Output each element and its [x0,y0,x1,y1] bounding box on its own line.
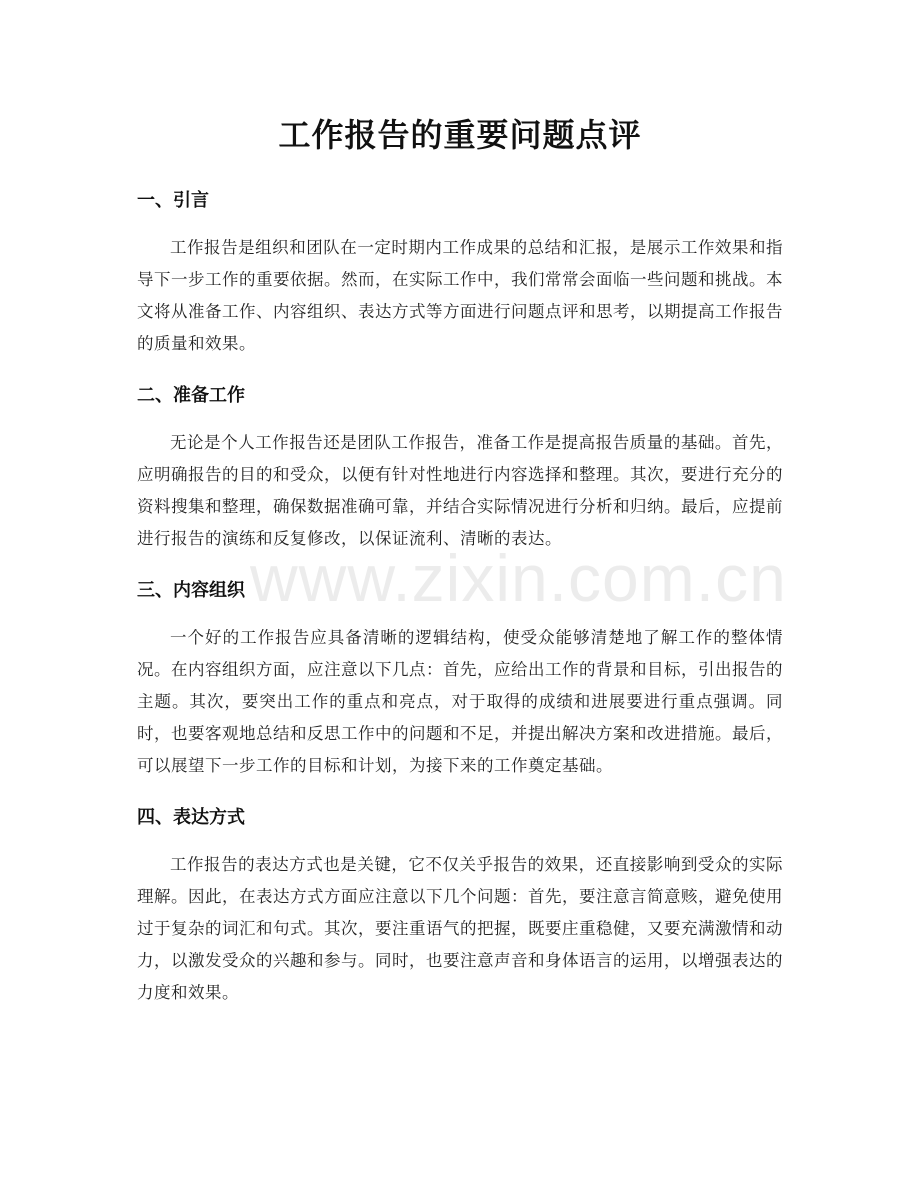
section-heading-expression: 四、表达方式 [137,807,245,828]
section-paragraph-expression: 工作报告的表达方式也是关键，它不仅关乎报告的效果，还直接影响到受众的实际理解。因此，在表达方式方面应注意以下几个问题：首先，要注意言简意赅，避免使用过于复杂的词汇和句式。其次，要注重语气的把握，既要庄重稳健，又要充满激情和动力，以激发受众的兴趣和参与。同时，也要注意声音和身体语言的运用，以增强表达的力度和效果。 [137,855,783,1002]
watermark: www.zixin.com.cn [250,541,787,615]
section-paragraph-preparation: 无论是个人工作报告还是团队工作报告，准备工作是提高报告质量的基础。首先，应明确报告的目的和受众，以便有针对性地进行内容选择和整理。其次，要进行充分的资料搜集和整理，确保数据准确可靠，并结合实际情况进行分析和归纳。最后，应提前进行报告的演练和反复修改，以保证流利、清晰的表达。 [137,433,783,548]
section-heading-preparation: 二、准备工作 [137,385,245,406]
section-heading-intro: 一、引言 [137,190,209,211]
section-paragraph-intro: 工作报告是组织和团队在一定时期内工作成果的总结和汇报，是展示工作效果和指导下一步工作的重要依据。然而，在实际工作中，我们常常会面临一些问题和挑战。本文将从准备工作、内容组织、表达方式等方面进行问题点评和思考，以期提高工作报告的质量和效果。 [137,238,783,353]
page-title: 工作报告的重要问题点评 [278,116,642,154]
section-paragraph-content-organization: 一个好的工作报告应具备清晰的逻辑结构，使受众能够清楚地了解工作的整体情况。在内容组织方面，应注意以下几点：首先，应给出工作的背景和目标，引出报告的主题。其次，要突出工作的重点和亮点，对于取得的成绩和进展要进行重点强调。同时，也要客观地总结和反思工作中的问题和不足，并提出解决方案和改进措施。最后，可以展望下一步工作的目标和计划，为接下来的工作奠定基础。 [137,628,783,775]
section-heading-content-organization: 三、内容组织 [137,580,245,601]
